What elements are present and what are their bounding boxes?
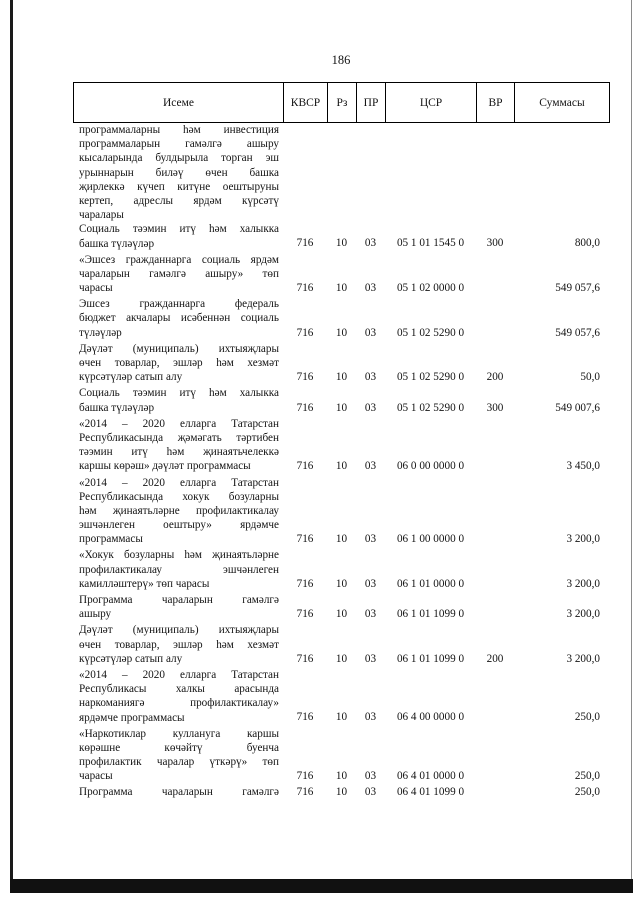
row-name-line: программасы xyxy=(79,533,143,546)
row-name xyxy=(73,476,283,547)
row-ministry-code: 716 xyxy=(296,770,314,783)
page-number: 186 xyxy=(331,53,351,67)
row-target-item-code: 06 4 01 0000 0 xyxy=(396,770,465,783)
row-section-code: 10 xyxy=(335,652,348,665)
row-name-line: профилактик чаралар үткәрү» төп xyxy=(79,756,279,769)
row-subsection-code: 03 xyxy=(364,401,377,414)
row-amount: 50,0 xyxy=(580,371,600,384)
table-row xyxy=(73,222,610,250)
row-name-line: «2014 – 2020 елларга Татарстан xyxy=(79,417,279,430)
scan-edge-right xyxy=(631,0,632,893)
row-name-line: Программа чараларын гамәлгә xyxy=(79,786,279,799)
row-subsection-code: 03 xyxy=(364,237,377,250)
row-name-line: кертеп, адреслы ярдәм күрсәтү xyxy=(79,194,279,207)
row-section-code: 10 xyxy=(335,608,348,621)
row-name-line: өчен товарлар, эшләр һәм хезмәт xyxy=(79,357,279,369)
row-amount: 3 200,0 xyxy=(566,608,600,621)
row-amount: 3 200,0 xyxy=(566,533,600,546)
row-amount: 549 057,6 xyxy=(555,326,600,339)
row-name-line: һәм җинаятьләрне профилактикалау xyxy=(79,504,279,517)
row-name-line: өчен товарлар, эшләр һәм хезмәт xyxy=(79,638,279,651)
table-row xyxy=(73,785,610,799)
row-name-line: профилактикалау эшчәнлеген xyxy=(79,563,279,576)
row-subsection-code: 03 xyxy=(364,371,377,384)
table-row xyxy=(73,593,610,621)
table-body xyxy=(73,123,610,800)
row-name-line: Социаль тәэмин итү һәм халыкка xyxy=(79,223,279,236)
row-section-code: 10 xyxy=(335,711,348,724)
row-name-line: Республикасы халкы арасында xyxy=(79,683,279,696)
row-name-line: программаларны һәм инвестиция xyxy=(79,124,279,136)
row-subsection-code: 03 xyxy=(364,533,377,546)
row-expense-type-code: 200 xyxy=(486,652,504,665)
row-name-line: кысаларында булдырыла торган эш xyxy=(79,152,279,165)
row-name xyxy=(73,593,283,621)
table-row xyxy=(73,253,610,296)
row-name-line: каршы көрәш» дәүләт программасы xyxy=(79,460,251,473)
table-row xyxy=(73,342,610,385)
row-name xyxy=(73,386,283,414)
row-target-item-code: 06 1 01 1099 0 xyxy=(396,608,465,621)
scan-edge-left xyxy=(10,0,13,893)
header-vr: ВР xyxy=(476,83,514,122)
row-name-line: чараларын гамәлгә ашыру» төп xyxy=(79,267,279,280)
row-section-code: 10 xyxy=(335,577,348,590)
row-name-line: Дәүләт (муниципаль) ихтыяҗлары xyxy=(79,624,279,637)
header-rz: Рз xyxy=(327,83,356,122)
row-name-line: ярдәмче программасы xyxy=(79,711,185,724)
row-name-line: чарасы xyxy=(79,770,113,783)
row-name xyxy=(73,417,283,474)
row-ministry-code: 716 xyxy=(296,326,314,339)
row-target-item-code: 06 4 01 1099 0 xyxy=(396,786,465,799)
row-section-code: 10 xyxy=(335,770,348,783)
row-name xyxy=(73,623,283,666)
row-name-line: бюджет акчалары исәбеннән социаль xyxy=(79,312,279,325)
row-name-line: түләүләр xyxy=(79,326,122,339)
row-name-line: чаралары xyxy=(79,209,124,222)
row-target-item-code: 06 0 00 0000 0 xyxy=(396,460,465,473)
row-ministry-code: 716 xyxy=(296,711,314,724)
row-subsection-code: 03 xyxy=(364,786,377,799)
row-ministry-code: 716 xyxy=(296,237,314,250)
row-amount: 250,0 xyxy=(574,711,600,724)
row-amount: 250,0 xyxy=(574,786,600,799)
row-name-line: эшчәнлеген оештыру» ярдәмче xyxy=(79,519,279,532)
table-row xyxy=(73,297,610,340)
header-pr: ПР xyxy=(356,83,385,122)
row-section-code: 10 xyxy=(335,401,348,414)
row-name-line: «Эшсез гражданнарга социаль ярдәм xyxy=(79,253,279,266)
row-ministry-code: 716 xyxy=(296,533,314,546)
row-amount: 250,0 xyxy=(574,770,600,783)
row-subsection-code: 03 xyxy=(364,711,377,724)
table-row xyxy=(73,386,610,414)
row-name xyxy=(73,253,283,296)
table-row xyxy=(73,476,610,547)
row-subsection-code: 03 xyxy=(364,282,377,295)
table-row xyxy=(73,417,610,474)
row-target-item-code: 05 1 02 5290 0 xyxy=(396,326,465,339)
row-ministry-code: 716 xyxy=(296,786,314,799)
row-name-line: күрсәтүләр сатып алу xyxy=(79,652,183,665)
row-name-line: Республикасында хокук бозуларны xyxy=(79,490,279,503)
row-name-line: Программа чараларын гамәлгә xyxy=(79,594,279,606)
row-name xyxy=(73,548,283,591)
header-name: Исеме xyxy=(162,96,195,109)
row-target-item-code: 05 1 02 5290 0 xyxy=(396,371,465,384)
row-amount: 3 450,0 xyxy=(566,460,600,473)
row-amount: 800,0 xyxy=(574,237,600,250)
row-target-item-code: 06 1 01 1099 0 xyxy=(396,652,465,665)
row-name-line: «2014 – 2020 елларга Татарстан xyxy=(79,668,279,681)
row-expense-type-code: 300 xyxy=(486,237,504,250)
scan-edge-bottom xyxy=(10,879,633,893)
row-section-code: 10 xyxy=(335,371,348,384)
row-subsection-code: 03 xyxy=(364,608,377,621)
row-name xyxy=(73,727,283,784)
row-name-line: Дәүләт (муниципаль) ихтыяҗлары xyxy=(79,342,279,355)
row-subsection-code: 03 xyxy=(364,460,377,473)
row-section-code: 10 xyxy=(335,786,348,799)
row-section-code: 10 xyxy=(335,460,348,473)
table-row xyxy=(73,123,610,222)
row-target-item-code: 06 1 01 0000 0 xyxy=(396,577,465,590)
row-name xyxy=(73,668,283,725)
row-subsection-code: 03 xyxy=(364,326,377,339)
row-name-line: ашыру xyxy=(79,608,112,621)
table-header xyxy=(73,82,610,123)
row-section-code: 10 xyxy=(335,237,348,250)
row-name-line: «2014 – 2020 елларга Татарстан xyxy=(79,476,279,489)
row-amount: 3 200,0 xyxy=(566,577,600,590)
row-name-line: җирлеккә күчеп китүне оештыруны xyxy=(79,180,279,193)
row-name-line: урыннарын биләү өчен башка xyxy=(79,166,279,179)
row-name-line: «Хокук бозуларны һәм җинаятьләрне xyxy=(79,549,279,562)
row-expense-type-code: 300 xyxy=(486,401,504,414)
table-row xyxy=(73,668,610,725)
table-row xyxy=(73,623,610,666)
row-amount: 549 057,6 xyxy=(555,282,600,295)
row-name-line: чарасы xyxy=(79,282,113,295)
row-section-code: 10 xyxy=(335,533,348,546)
row-subsection-code: 03 xyxy=(364,652,377,665)
row-section-code: 10 xyxy=(335,282,348,295)
row-name-line: камилләштерү» төп чарасы xyxy=(79,577,210,590)
row-ministry-code: 716 xyxy=(296,460,314,473)
row-target-item-code: 05 1 01 1545 0 xyxy=(396,237,465,250)
row-name xyxy=(73,297,283,340)
row-ministry-code: 716 xyxy=(296,282,314,295)
row-amount: 549 007,6 xyxy=(555,401,600,414)
row-name-line: тәэмин итү һәм җинаятьчелеккә xyxy=(79,446,279,459)
row-expense-type-code: 200 xyxy=(486,371,504,384)
row-target-item-code: 06 1 00 0000 0 xyxy=(396,533,465,546)
header-kvsr: КВСР xyxy=(283,83,327,122)
row-name-line: күрсәтүләр сатып алу xyxy=(79,371,183,384)
row-section-code: 10 xyxy=(335,326,348,339)
row-target-item-code: 05 1 02 5290 0 xyxy=(396,401,465,414)
row-ministry-code: 716 xyxy=(296,401,314,414)
row-name-line: программаларын гамәлгә ашыру xyxy=(79,138,279,151)
header-sum: Суммасы xyxy=(514,83,609,122)
row-name-line: «Наркотиклар куллануга каршы xyxy=(79,727,279,740)
row-ministry-code: 716 xyxy=(296,608,314,621)
row-name-line: наркоманиягә профилактикалау» xyxy=(79,697,279,710)
row-name-line: көрәшне көчәйтү буенча xyxy=(79,741,279,754)
table-row xyxy=(73,548,610,591)
row-name xyxy=(73,222,283,250)
row-amount: 3 200,0 xyxy=(566,652,600,665)
row-name xyxy=(73,785,283,799)
row-name-line: Эшсез гражданнарга федераль xyxy=(79,298,279,311)
row-name-line: башка түләүләр xyxy=(79,237,155,250)
row-name xyxy=(73,123,283,222)
row-target-item-code: 06 4 00 0000 0 xyxy=(396,711,465,724)
row-ministry-code: 716 xyxy=(296,371,314,384)
row-name xyxy=(73,342,283,385)
row-subsection-code: 03 xyxy=(364,577,377,590)
row-target-item-code: 05 1 02 0000 0 xyxy=(396,282,465,295)
row-name-line: Социаль тәэмин итү һәм халыкка xyxy=(79,387,279,400)
header-csr: ЦСР xyxy=(385,83,476,122)
row-name-line: башка түләүләр xyxy=(79,401,155,414)
row-name-line: Республикасында җәмәгать тәртибен xyxy=(79,431,279,444)
table-row xyxy=(73,727,610,784)
row-ministry-code: 716 xyxy=(296,577,314,590)
row-ministry-code: 716 xyxy=(296,652,314,665)
row-subsection-code: 03 xyxy=(364,770,377,783)
